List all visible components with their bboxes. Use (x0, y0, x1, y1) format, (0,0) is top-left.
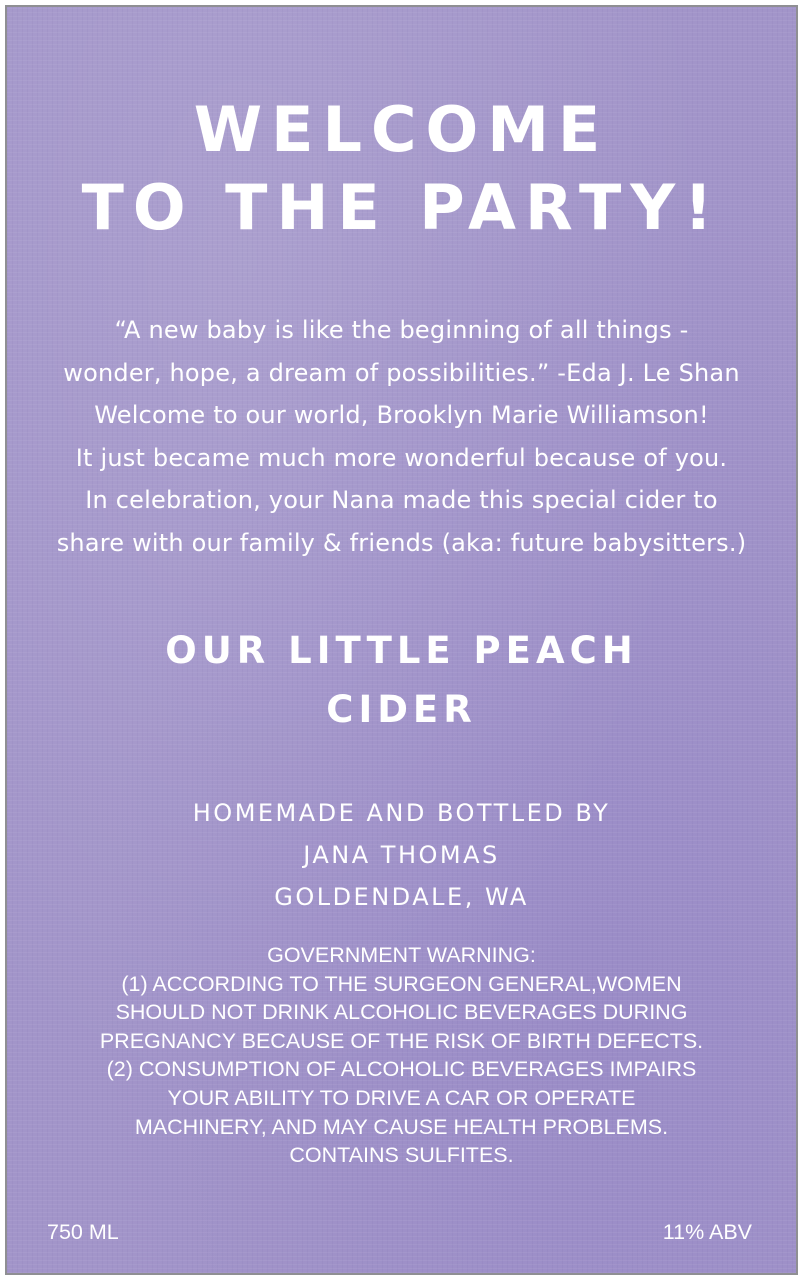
warning-line: CONTAINS SULFITES. (289, 1143, 514, 1168)
product-name (7, 621, 796, 739)
title-line-1: WELCOME (193, 93, 610, 166)
warning-line: PREGNANCY BECAUSE OF THE RISK OF BIRTH DEFECTS. (99, 1028, 704, 1053)
volume-text: 750 ML (47, 1220, 119, 1244)
message-line: It just became much more wonderful because of you. (75, 443, 728, 472)
message-line: In celebration, your Nana made this special cider to (85, 486, 718, 514)
product-name-line-2: CIDER (326, 688, 477, 731)
cider-label (5, 5, 798, 1275)
title-line-2: TO THE PARTY! (81, 171, 722, 244)
welcome-message (7, 309, 796, 564)
product-name-line-1: OUR LITTLE PEACH (165, 629, 638, 672)
message-line: wonder, hope, a dream of possibilities.” -Eda J. Le Shan (63, 358, 740, 387)
maker-line: HOMEMADE AND BOTTLED BY (192, 799, 611, 827)
warning-line: YOUR ABILITY TO DRIVE A CAR OR OPERATE (167, 1085, 636, 1110)
message-line: “A new baby is like the beginning of all things - (114, 316, 689, 344)
warning-line: MACHINERY, AND MAY CAUSE HEALTH PROBLEMS. (134, 1114, 669, 1139)
government-warning (7, 941, 796, 1170)
message-line: Welcome to our world, Brooklyn Marie Williamson! (94, 401, 709, 429)
maker-location: GOLDENDALE, WA (274, 883, 529, 911)
label-title (7, 91, 796, 247)
maker-info (7, 792, 796, 918)
message-line: share with our family & friends (aka: future babysitters.) (56, 528, 747, 557)
abv-text: 11% ABV (662, 1220, 752, 1244)
warning-line: GOVERNMENT WARNING: (267, 943, 536, 967)
maker-name: JANA THOMAS (303, 841, 500, 869)
warning-line: (2) CONSUMPTION OF ALCOHOLIC BEVERAGES IMPAIRS (106, 1057, 697, 1082)
warning-line: SHOULD NOT DRINK ALCOHOLIC BEVERAGES DURING (115, 1000, 688, 1025)
warning-line: (1) ACCORDING TO THE SURGEON GENERAL,WOMEN (121, 971, 682, 996)
